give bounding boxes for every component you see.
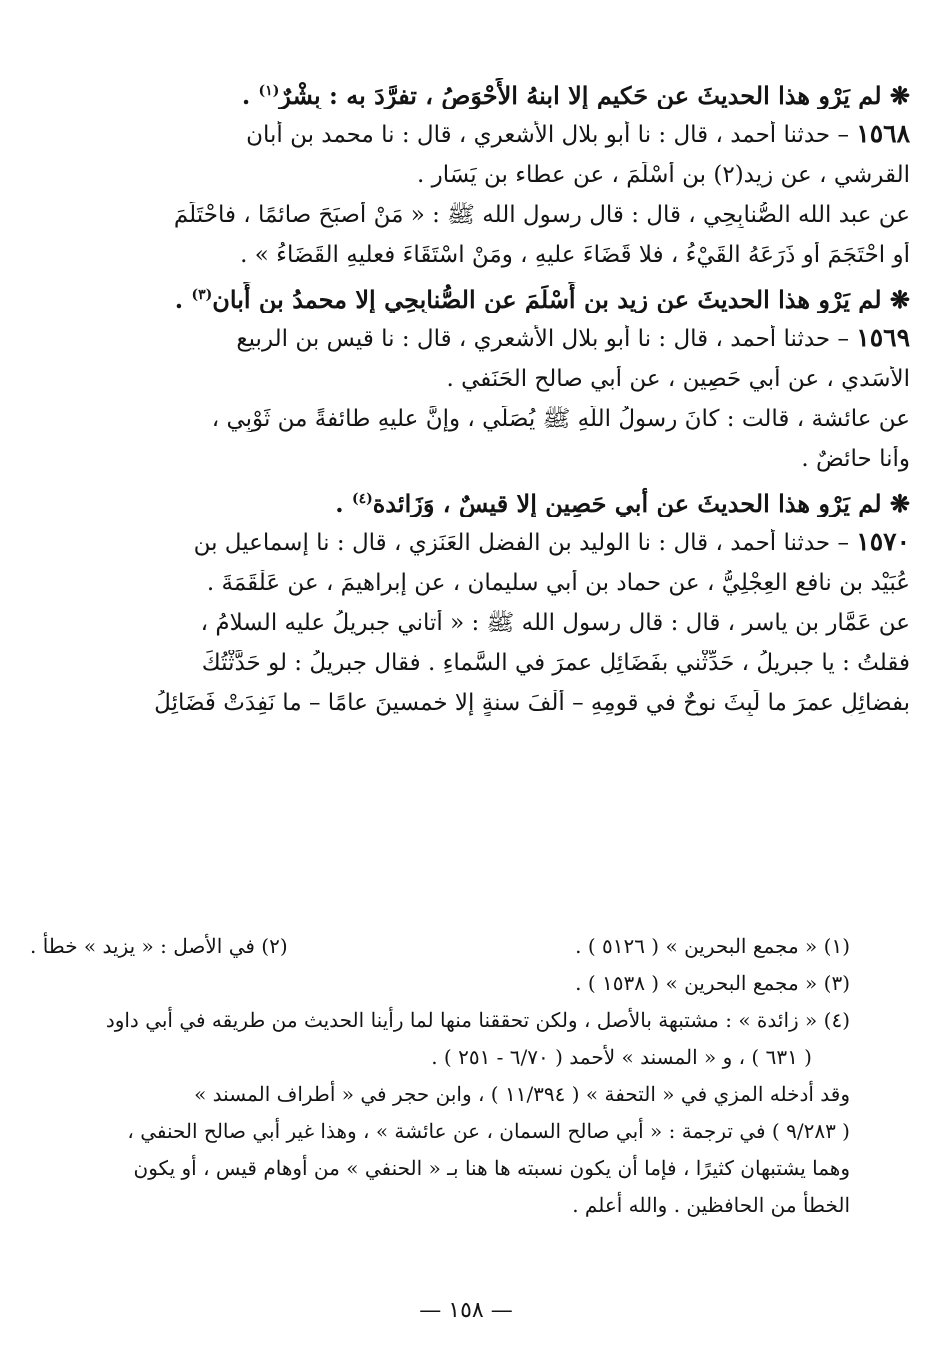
note-text: ❋ لم يَرْوِ هذا الحديثَ عن أبي حَصِينٍ إلا قيسٌ ، وَزَائدة: [372, 489, 910, 517]
footnote-4-line: الخطأ من الحافظين . والله أعلم .: [572, 1193, 850, 1217]
footnote-ref: (٤): [351, 491, 373, 507]
matn-1569: [22, 406, 910, 472]
footnote-4-line: ( ٦٣١ ) ، و « المسند » لأحمد ( ٦/٧٠ - ٢٥١ ) .: [431, 1045, 812, 1069]
note-text: ❋ لم يَرْوِ هذا الحديثَ عن حَكيمٍ إلا ابنهُ الأَحْوَصُ ، تفرَّدَ به : بِشْرٌ: [279, 81, 910, 109]
matn-line: عن عبد الله الصُّنابِحِي ، قال : قال رسول الله ﷺ : « مَنْ أَصبَحَ صائمًا ، فاحْتَلَمَ: [173, 202, 910, 228]
hadith-number: ١٥٦٨: [856, 121, 910, 148]
matn-line: عن عائشة ، قالت : كانَ رسولُ اللَّهِ ﷺ يُصَلِّي ، وإنَّ عليهِ طائفةً من ثَوْبِي ،: [211, 406, 910, 432]
matn-line: أو احْتَجَمَ أو ذَرَعَهُ القَيْءُ ، فلا قَضَاءَ عليهِ ، ومَنْ اسْتَقَاءَ فعليهِ القَضَاءُ » .: [240, 242, 910, 268]
note-3: ❋ لم يَرْوِ هذا الحديثَ عن أبي حَصِينٍ إلا قيسٌ ، وَزَائدة$^{(٤)}$ .: [335, 489, 910, 517]
footnote-ref: (٣): [191, 287, 213, 303]
matn-1568: [22, 202, 910, 268]
footnote-1: (١) « مجمع البحرين » ( ٥١٢٦ ) .: [575, 934, 850, 958]
page-number: — ١٥٨ —: [419, 1298, 513, 1323]
main-text: [22, 70, 910, 730]
isnad-line: الأَسَدي ، عن أبي حَصِين ، عن أبي صالح الحَنَفي .: [446, 366, 910, 392]
matn-line: وأنا حائضٌ .: [801, 446, 910, 472]
footnote-3: (٣) « مجمع البحرين » ( ١٥٣٨ ) .: [575, 971, 850, 995]
matn-line: فقلتُ : يا جبريلُ ، حَدِّثْني بفَضَائِلِ عمرَ في السَّماءِ . فقال جبريلُ : لو حَدَّثْتُكَ: [201, 650, 910, 676]
note-2: ❋ لم يَرْوِ هذا الحديثَ عن زيد بن أَسْلَمَ عن الصُّنابِحِي إلا محمدُ بن أَبانٍ$^{(٣)}$ .: [174, 285, 910, 313]
hadith-number: ١٥٦٩: [856, 325, 910, 352]
isnad-line: – حدثنا أحمد ، قال : نا أبو بلال الأشعري ، قال : نا قيس بن الربيع: [236, 326, 849, 352]
footnote-row: [30, 935, 850, 958]
hadith-1569: [22, 325, 910, 392]
isnad-line: – حدثنا أحمد ، قال : نا أبو بلال الأشعري ، قال : نا محمد بن أبان: [246, 122, 849, 148]
hadith-1568: [22, 121, 910, 188]
footnote-4-line: وهما يشتبهان كثيرًا ، فإما أن يكون نسبته ها هنا بـ « الحنفي » من أوهام قيس ، أو يكون: [133, 1156, 850, 1180]
matn-line: عن عَمَّار بن ياسر ، قال : قال رسول الله ﷺ : « أتاني جبريلُ عليه السلامُ ،: [200, 610, 910, 636]
isnad-line: – حدثنا أحمد ، قال : نا الوليد بن الفضل العَنَزي ، قال : نا إسماعيل بن: [193, 530, 849, 556]
hadith-1570: [22, 529, 910, 596]
footnote-4-line: (٤) « زائدة » : مشتبهة بالأصل ، ولكن تحققنا منها لما رأينا الحديث من طريقه في أبي داود: [105, 1008, 850, 1032]
matn-line: بفضائِلِ عمرَ ما لَبِثَ نوحٌ في قومِهِ – أَلْفَ سنةٍ إلا خمسينَ عامًا – ما نَفِدَتْ فَضَائِلُ: [154, 690, 910, 716]
isnad-line: القرشي ، عن زيد(٢) بن أَسْلَمَ ، عن عطاء بن يَسَار .: [417, 162, 910, 188]
footnote-4-line: وقد أدخله المزي في « التحفة » ( ١١/٣٩٤ ) ، وابن حجر في « أطراف المسند »: [194, 1082, 850, 1106]
footnotes: [30, 935, 850, 1231]
note-1: ❋ لم يَرْوِ هذا الحديثَ عن حَكيمٍ إلا ابنهُ الأَحْوَصُ ، تفرَّدَ به : بِشْرٌ$^{(١)}$ .: [241, 81, 910, 109]
footnote-ref: (١): [258, 83, 280, 99]
footnote-2: (٢) في الأصل : « يزيد » خطأ .: [30, 934, 288, 958]
matn-1570: [22, 610, 910, 716]
note-text: ❋ لم يَرْوِ هذا الحديثَ عن زيد بن أَسْلَمَ عن الصُّنابِحِي إلا محمدُ بن أَبانٍ: [212, 285, 910, 313]
footnote-4-line: ( ٩/٢٨٣ ) في ترجمة : « أبي صالح السمان ، عن عائشة » ، وهذا غير أبي صالح الحنفي ،: [127, 1119, 850, 1143]
isnad-line: عُبَيْد بن نافع العِجْلِيُّ ، عن حماد بن أبي سليمان ، عن إبراهيمَ ، عن عَلْقَمَةَ .: [206, 570, 910, 596]
hadith-number: ١٥٧٠: [856, 529, 910, 556]
